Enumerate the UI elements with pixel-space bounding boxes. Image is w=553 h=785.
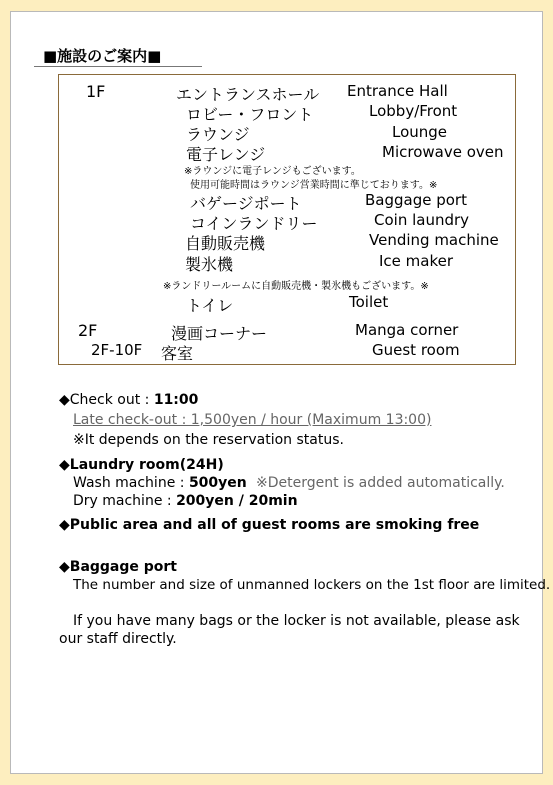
floor-label-2f-10f: 2F-10F — [91, 341, 143, 359]
facility-en: Entrance Hall — [347, 82, 448, 100]
facility-en: Vending machine — [369, 231, 499, 249]
laundry-room-title: ◆Laundry room(24H) — [59, 457, 224, 473]
checkout-time: 11:00 — [153, 392, 199, 408]
facility-en: Manga corner — [355, 321, 459, 339]
checkout-note: ※It depends on the reservation status. — [73, 432, 344, 448]
facility-jp: 客室 — [161, 344, 194, 363]
facility-en: Guest room — [372, 341, 460, 359]
baggage-text: our staff directly. — [59, 631, 177, 647]
facility-jp: バゲージポート — [190, 194, 302, 213]
checkout-line — [59, 392, 198, 408]
checkout-label: ◆Check out : — [59, 392, 154, 408]
facility-jp: ロビー・フロント — [186, 105, 314, 124]
baggage-title: ◆Baggage port — [59, 559, 178, 575]
microwave-note: ※ラウンジに電子レンジもございます。 — [184, 166, 361, 177]
baggage-text: If you have many bags or the locker is not available, please ask — [73, 613, 520, 629]
floor-label-2f: 2F — [78, 321, 98, 340]
title-underline — [34, 66, 202, 67]
facility-en: Baggage port — [365, 191, 467, 209]
smoking-notice: ◆Public area and all of guest rooms are smoking free — [59, 517, 480, 533]
facility-jp: 漫画コーナー — [171, 324, 268, 343]
wash-label: Wash machine : — [73, 475, 189, 491]
facility-jp: 製氷機 — [185, 255, 234, 274]
late-checkout: Late check-out : 1,500yen / hour (Maximum 13:00) — [73, 412, 432, 428]
facility-en: Microwave oven — [382, 143, 504, 161]
wash-price: 500yen — [188, 475, 247, 491]
facility-jp: 電子レンジ — [186, 145, 266, 164]
floor-label-1f: 1F — [86, 82, 106, 101]
facility-en: Ice maker — [379, 252, 454, 270]
facility-jp: トイレ — [186, 296, 234, 315]
detergent-note: ※Detergent is added automatically. — [256, 475, 505, 491]
wash-machine-line — [73, 475, 247, 491]
facility-jp: コインランドリー — [190, 214, 318, 233]
page-title: ■施設のご案内■ — [43, 47, 162, 65]
facility-en: Lounge — [392, 123, 448, 141]
microwave-note: 使用可能時間はラウンジ営業時間に準じております。※ — [190, 180, 438, 191]
facility-jp: エントランスホール — [176, 85, 320, 104]
facility-en: Coin laundry — [374, 211, 470, 229]
dry-machine-line — [73, 493, 298, 509]
baggage-text: The number and size of unmanned lockers on the 1st floor are limited. — [73, 577, 551, 593]
facility-jp: 自動販売機 — [185, 234, 266, 253]
facility-jp: ラウンジ — [186, 125, 250, 144]
facility-en: Lobby/Front — [369, 102, 458, 120]
facility-en: Toilet — [349, 293, 389, 311]
dry-label: Dry machine : — [73, 493, 177, 509]
laundry-note: ※ランドリールームに自動販売機・製氷機もございます。※ — [163, 281, 429, 292]
dry-price: 200yen / 20min — [176, 493, 298, 509]
